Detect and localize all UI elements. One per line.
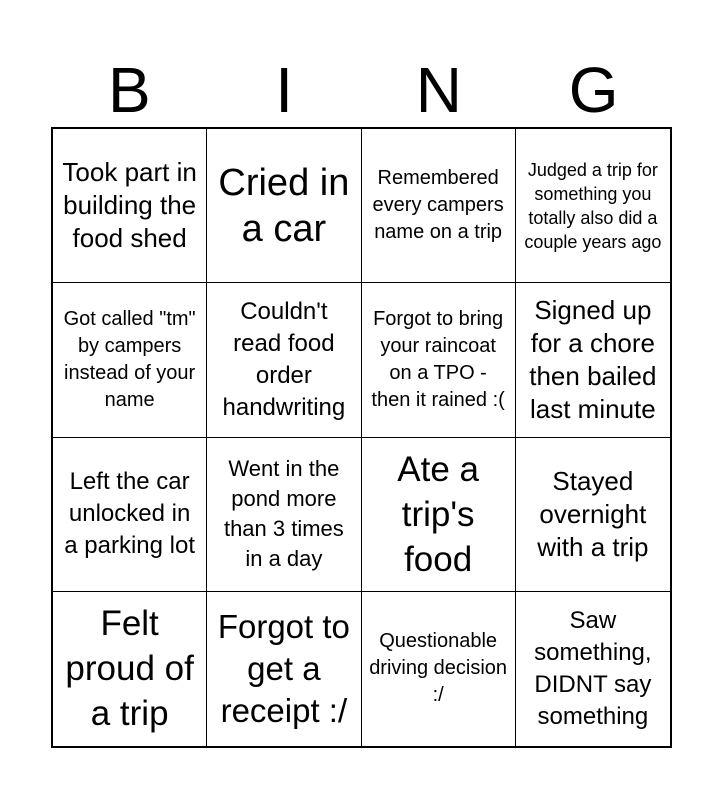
header-letter-i: I xyxy=(275,54,294,126)
bingo-cell[interactable] xyxy=(516,283,670,437)
bingo-cell[interactable] xyxy=(362,129,516,283)
cell-text: Went in the pond more than 3 times in a day xyxy=(223,456,344,572)
cell-text: Took part in building the food shed xyxy=(62,157,197,254)
bingo-cell[interactable] xyxy=(516,129,670,283)
bingo-cell[interactable] xyxy=(53,592,207,746)
cell-text: Remembered every campers name on a trip xyxy=(372,167,504,244)
cell-text: Forgot to get a receipt :/ xyxy=(217,607,350,729)
cell-text: Questionable driving decision :/ xyxy=(369,630,508,707)
bingo-cell[interactable] xyxy=(53,129,207,283)
cell-text: Forgot to bring your raincoat on a TPO - then it rained :( xyxy=(371,307,505,411)
bingo-cell[interactable] xyxy=(207,283,361,437)
bingo-cell[interactable] xyxy=(207,592,361,746)
bingo-cell[interactable] xyxy=(362,592,516,746)
bingo-cell[interactable] xyxy=(516,592,670,746)
cell-text: Ate a trip's food xyxy=(397,449,479,579)
cell-text: Signed up for a chore then bailed last minute xyxy=(529,294,657,424)
cell-text: Stayed overnight with a trip xyxy=(537,465,649,562)
cell-text: Saw something, DIDNT say something xyxy=(534,606,652,730)
cell-text: Felt proud of a trip xyxy=(65,604,194,734)
bingo-cell[interactable] xyxy=(207,129,361,283)
bingo-cell[interactable] xyxy=(207,438,361,592)
header-letter-n: N xyxy=(415,54,462,126)
bingo-board xyxy=(51,127,672,748)
bingo-cell[interactable] xyxy=(516,438,670,592)
bingo-cell[interactable] xyxy=(53,283,207,437)
bingo-cell[interactable] xyxy=(53,438,207,592)
cell-text: Got called "tm" by campers instead of your name xyxy=(63,307,196,411)
cell-text: Left the car unlocked in a parking lot xyxy=(64,468,195,560)
header-letter-b: B xyxy=(108,54,151,126)
bingo-cell[interactable] xyxy=(362,438,516,592)
cell-text: Judged a trip for something you totally also did a couple years ago xyxy=(524,159,662,252)
cell-text: Couldn't read food order handwriting xyxy=(222,297,346,421)
bingo-header xyxy=(52,55,671,125)
cell-text: Cried in a car xyxy=(218,161,350,250)
bingo-cell[interactable] xyxy=(362,283,516,437)
header-letter-g: G xyxy=(568,54,619,126)
